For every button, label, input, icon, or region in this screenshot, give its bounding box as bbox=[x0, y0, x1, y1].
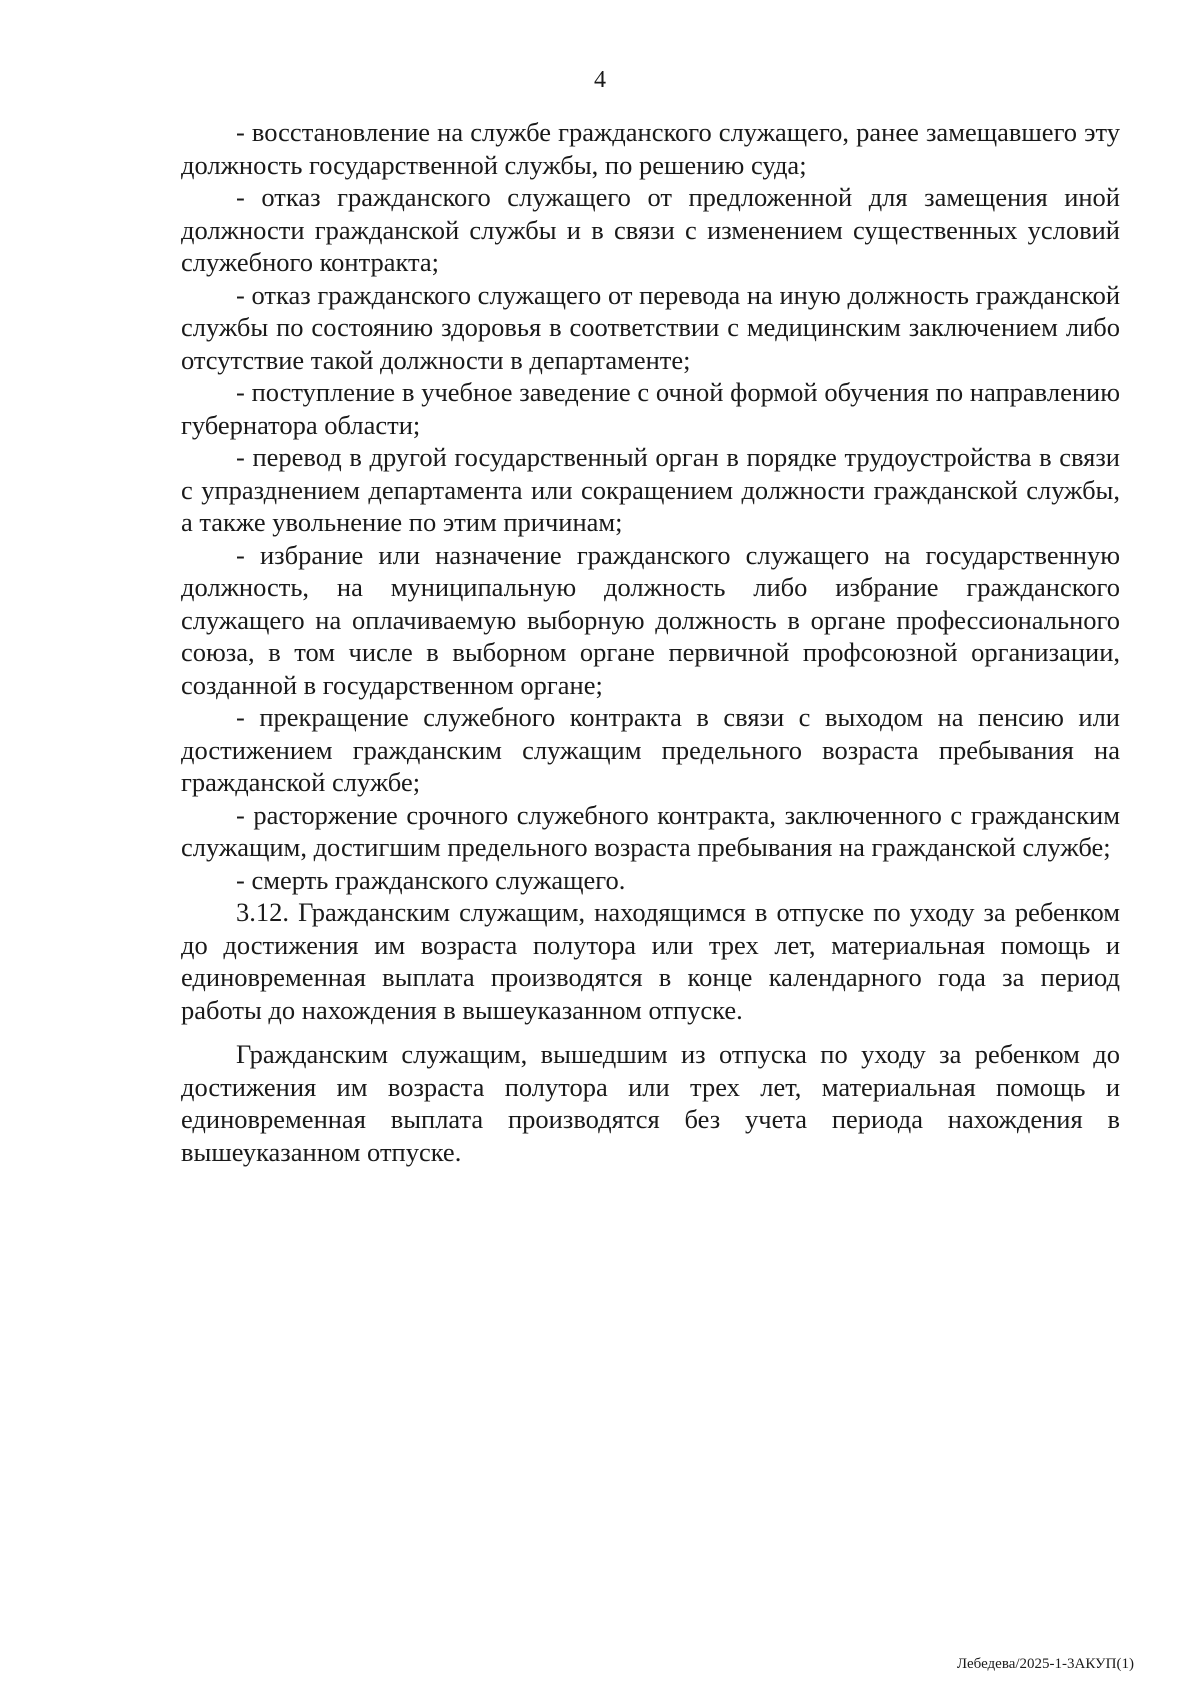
paragraph-transfer-other-body: - перевод в другой государственный орган в порядке трудоустройства в связи с упразднением департамента или сокращением должности гражданской службы, а также увольнение по этим причинам; bbox=[181, 442, 1120, 537]
paragraph-election-appointment: - избрание или назначение гражданского служащего на государственную должность, на муниципальную должность либо избрание гражданского служащего на оплачиваемую выборную должность в органе профессионального союза, в том числе в выборном органе первичной профсоюзной организации, созданной в государственном органе; bbox=[181, 539, 1120, 700]
paragraph-education: - поступление в учебное заведение с очной формой обучения по направлению губернатора области; bbox=[181, 377, 1120, 440]
paragraph-fixed-term-contract: - расторжение срочного служебного контракта, заключенного с гражданским служащим, достигшим предельного возраста пребывания на гражданской службе; bbox=[181, 799, 1120, 862]
paragraph-death: - смерть гражданского служащего. bbox=[236, 864, 626, 895]
document-body bbox=[181, 116, 1120, 1168]
paragraph-3-12: 3.12. Гражданским служащим, находящимся в отпуске по уходу за ребенком до достижения им возраста полутора или трех лет, материальная помощь и единовременная выплата производятся в конце календарного года за период работы до нахождения в вышеуказанном отпуске. bbox=[181, 897, 1120, 1025]
paragraph-contract-termination-pension: - прекращение служебного контракта в связи с выходом на пенсию или достижением гражданским служащим предельного возраста пребывания на гражданской службе; bbox=[181, 702, 1120, 797]
document-footer-code: Лебедева/2025-1-3АКУП(1) bbox=[956, 1656, 1134, 1672]
paragraph-after-leave: Гражданским служащим, вышедшим из отпуска по уходу за ребенком до достижения им возраста полутора или трех лет, материальная помощь и единовременная выплата производятся без учета периода нахождения в вышеуказанном отпуске. bbox=[181, 1039, 1120, 1167]
page-number: 4 bbox=[594, 67, 606, 93]
paragraph-refusal-other-position: - отказ гражданского служащего от предложенной для замещения иной должности гражданской службы и в связи с изменением существенных условий служебного контракта; bbox=[181, 182, 1120, 277]
paragraph-reinstatement: - восстановление на службе гражданского служащего, ранее замещавшего эту должность государственной службы, по решению суда; bbox=[181, 117, 1120, 180]
paragraph-refusal-transfer-health: - отказ гражданского служащего от перевода на иную должность гражданской службы по состоянию здоровья в соответствии с медицинским заключением либо отсутствие такой должности в департаменте; bbox=[181, 279, 1120, 375]
